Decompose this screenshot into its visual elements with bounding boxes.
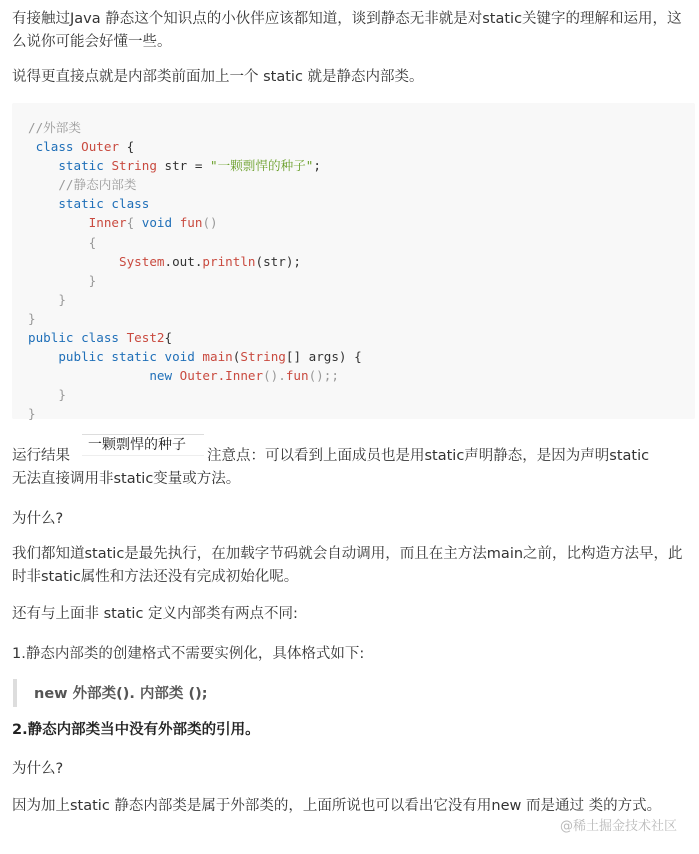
result-label: 运行结果	[12, 448, 70, 464]
direct-paragraph: 说得更直接点就是内部类前面加上一个 static 就是静态内部类。	[12, 69, 424, 85]
why-heading-1: 为什么?	[12, 511, 64, 527]
point-1: 1.静态内部类的创建格式不需要实例化，具体格式如下:	[12, 646, 365, 662]
watermark: @稀土掘金技术社区	[559, 819, 677, 834]
intro-paragraph: 有接触过Java 静态这个知识点的小伙伴应该都知道，谈到静态无非就是对static关键字的理解和运用，这么说你可能会好懂一些。	[12, 11, 682, 50]
point-2: 2.静态内部类当中没有外部类的引用。	[12, 722, 260, 738]
why-heading-2: 为什么?	[12, 761, 64, 777]
result-note-line2: 无法直接调用非static变量或方法。	[12, 471, 241, 487]
result-note-line1: 注意点：可以看到上面成员也是用static声明静态，是因为声明static	[207, 448, 650, 464]
diff-paragraph: 还有与上面非 static 定义内部类有两点不同:	[12, 606, 298, 622]
explain-paragraph: 我们都知道static是最先执行，在加载字节码就会自动调用，而且在主方法main之前，比构造方法早，此时非static属性和方法还没有完成初始化呢。	[12, 546, 683, 585]
code-comment: //外部类	[28, 120, 81, 135]
code-block	[12, 103, 695, 422]
syntax-quote	[13, 679, 693, 707]
code-text: //外部类 class Outer { static String str = "一颗剽悍的种子"; //静态内部类 static class Inner{ void fun() { System.out.println(str); } } } public class Test2{ public static void main(String[] args) { new Outer.Inner().fun();; } }	[28, 120, 362, 422]
result-output-image: 一颗剽悍的种子	[82, 434, 204, 456]
final-paragraph: 因为加上static 静态内部类是属于外部类的，上面所说也可以看出它没有用new 而是通过 类的方式。	[12, 798, 662, 814]
quote-text: new 外部类(). 内部类 ();	[34, 686, 208, 702]
